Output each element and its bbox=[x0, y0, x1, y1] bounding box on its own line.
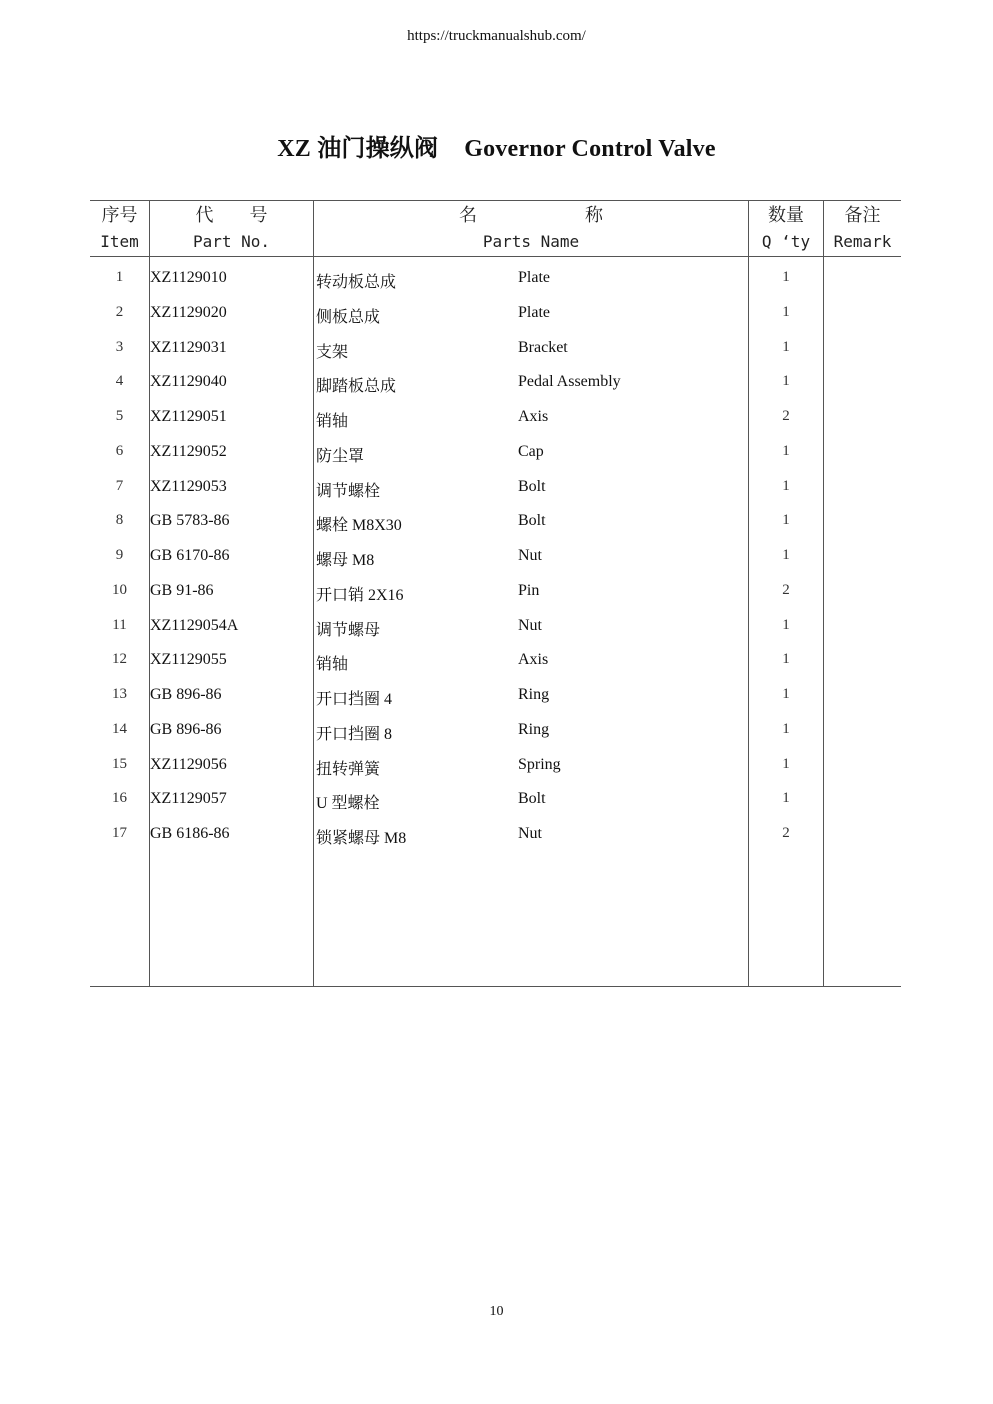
item-number: 12 bbox=[112, 651, 127, 668]
quantity: 2 bbox=[782, 581, 790, 598]
page-title-en: Governor Control Valve bbox=[464, 136, 716, 162]
quantity: 1 bbox=[782, 269, 790, 285]
part-number: GB 896-86 bbox=[150, 720, 222, 738]
quantity: 1 bbox=[782, 720, 790, 737]
header-part-no bbox=[150, 203, 313, 255]
part-name-en: Cap bbox=[518, 442, 544, 460]
quantity: 1 bbox=[782, 616, 790, 633]
table-row bbox=[90, 443, 901, 478]
part-name-cn: 脚踏板总成 bbox=[316, 378, 397, 396]
quantity: 1 bbox=[782, 373, 790, 390]
part-name-cn: 侧板总成 bbox=[316, 308, 381, 326]
header-remark bbox=[824, 203, 901, 255]
header-url[interactable]: https://truckmanualshub.com/ bbox=[407, 28, 586, 44]
part-name-en: Pedal Assembly bbox=[518, 373, 621, 391]
part-name-en: Ring bbox=[518, 720, 550, 738]
quantity: 1 bbox=[782, 477, 790, 494]
part-name-cn: 转动板总成 bbox=[316, 274, 397, 291]
table-row bbox=[90, 339, 901, 374]
part-number: GB 91-86 bbox=[150, 581, 214, 599]
part-number: XZ1129054A bbox=[150, 616, 239, 634]
item-number: 7 bbox=[115, 477, 124, 494]
item-number: 13 bbox=[112, 686, 127, 702]
part-number: XZ1129031 bbox=[150, 338, 227, 356]
part-name-cn: 螺母 M8 bbox=[316, 552, 375, 569]
item-number: 15 bbox=[112, 755, 127, 772]
header-part-no-cn: 代 号 bbox=[195, 205, 268, 226]
header-remark-en: Remark bbox=[833, 232, 892, 251]
part-number: XZ1129040 bbox=[150, 373, 227, 391]
part-number: XZ1129010 bbox=[150, 269, 227, 286]
part-name-cn: U 型螺栓 bbox=[316, 795, 380, 813]
header-parts-name-cn: 名 称 bbox=[459, 205, 603, 226]
table-row bbox=[90, 269, 901, 304]
table-row bbox=[90, 825, 901, 860]
part-name-en: Plate bbox=[518, 269, 550, 286]
part-name-cn: 锁紧螺母 M8 bbox=[316, 830, 407, 847]
part-name-en: Plate bbox=[518, 303, 550, 321]
item-number: 2 bbox=[115, 303, 124, 320]
part-name-en: Axis bbox=[518, 651, 549, 669]
quantity: 2 bbox=[782, 825, 790, 841]
part-name-en: Nut bbox=[518, 616, 542, 634]
part-name-cn: 开口挡圈 8 bbox=[316, 725, 393, 743]
quantity: 1 bbox=[782, 755, 790, 772]
header-qty bbox=[749, 203, 823, 255]
quantity: 1 bbox=[782, 686, 790, 702]
page-number: 10 bbox=[489, 1304, 504, 1319]
part-number: XZ1129052 bbox=[150, 442, 227, 460]
part-name-en: Spring bbox=[518, 755, 561, 773]
table-row bbox=[90, 512, 901, 547]
item-number: 8 bbox=[115, 512, 124, 529]
table-row bbox=[90, 547, 901, 582]
part-name-en: Nut bbox=[518, 825, 542, 842]
item-number: 14 bbox=[112, 720, 127, 737]
quantity: 1 bbox=[782, 303, 790, 320]
table-row bbox=[90, 721, 901, 756]
part-name-en: Bracket bbox=[518, 338, 568, 356]
item-number: 6 bbox=[115, 442, 124, 459]
item-number: 10 bbox=[112, 581, 127, 598]
header-qty-cn: 数量 bbox=[768, 205, 804, 226]
part-name-en: Axis bbox=[518, 408, 549, 425]
header-qty-en: Q ‘ty bbox=[761, 232, 811, 251]
page-title-cn: XZ 油门操纵阀 bbox=[277, 136, 439, 162]
part-name-cn: 支架 bbox=[316, 343, 349, 361]
part-number: XZ1129055 bbox=[150, 651, 227, 669]
quantity: 1 bbox=[782, 338, 790, 355]
quantity: 2 bbox=[782, 408, 790, 424]
header-part-no-en: Part No. bbox=[192, 232, 271, 251]
part-number: XZ1129020 bbox=[150, 303, 227, 321]
part-name-cn: 开口销 2X16 bbox=[316, 586, 404, 604]
part-name-en: Nut bbox=[518, 547, 542, 564]
part-number: GB 6170-86 bbox=[150, 547, 230, 564]
part-name-cn: 销轴 bbox=[316, 656, 349, 674]
part-name-en: Bolt bbox=[518, 512, 546, 530]
page-title bbox=[0, 128, 993, 163]
part-name-en: Bolt bbox=[518, 477, 546, 495]
item-number: 11 bbox=[112, 616, 127, 633]
part-name-cn: 开口挡圈 4 bbox=[316, 691, 393, 708]
part-name-cn: 扭转弹簧 bbox=[316, 760, 381, 778]
part-number: XZ1129051 bbox=[150, 408, 227, 425]
item-number: 9 bbox=[115, 547, 124, 563]
part-name-cn: 防尘罩 bbox=[316, 447, 365, 465]
table-row bbox=[90, 756, 901, 791]
table-row bbox=[90, 686, 901, 721]
item-number: 17 bbox=[112, 825, 127, 841]
table-row bbox=[90, 373, 901, 408]
part-number: XZ1129056 bbox=[150, 755, 227, 773]
part-name-en: Ring bbox=[518, 686, 550, 703]
part-name-cn: 调节螺栓 bbox=[316, 482, 381, 500]
header-parts-name-en: Parts Name bbox=[482, 232, 580, 251]
header-divider bbox=[90, 256, 901, 257]
header-remark-cn: 备注 bbox=[844, 205, 881, 226]
part-name-en: Bolt bbox=[518, 790, 546, 808]
part-number: GB 5783-86 bbox=[150, 512, 230, 530]
item-number: 5 bbox=[115, 408, 124, 424]
part-number: GB 6186-86 bbox=[150, 825, 230, 842]
table-row bbox=[90, 651, 901, 686]
item-number: 16 bbox=[112, 790, 127, 807]
quantity: 1 bbox=[782, 512, 790, 529]
table-row bbox=[90, 582, 901, 617]
item-number: 4 bbox=[115, 373, 124, 390]
table-row bbox=[90, 478, 901, 513]
part-number: XZ1129053 bbox=[150, 477, 227, 495]
parts-table bbox=[90, 200, 901, 987]
quantity: 1 bbox=[782, 790, 790, 807]
table-row bbox=[90, 790, 901, 825]
part-name-en: Pin bbox=[518, 581, 540, 599]
table-row bbox=[90, 304, 901, 339]
quantity: 1 bbox=[782, 547, 790, 563]
header-item-cn: 序号 bbox=[101, 205, 138, 226]
header-item-en: Item bbox=[100, 232, 139, 251]
table-row bbox=[90, 408, 901, 443]
header-item bbox=[90, 203, 149, 255]
part-number: XZ1129057 bbox=[150, 790, 227, 808]
part-number: GB 896-86 bbox=[150, 686, 222, 703]
item-number: 3 bbox=[115, 338, 124, 355]
quantity: 1 bbox=[782, 442, 790, 459]
header-parts-name bbox=[314, 203, 748, 255]
item-number: 1 bbox=[115, 269, 124, 285]
part-name-cn: 调节螺母 bbox=[316, 621, 381, 639]
part-name-cn: 螺栓 M8X30 bbox=[316, 517, 402, 535]
part-name-cn: 销轴 bbox=[316, 413, 349, 430]
quantity: 1 bbox=[782, 651, 790, 668]
table-row bbox=[90, 617, 901, 652]
